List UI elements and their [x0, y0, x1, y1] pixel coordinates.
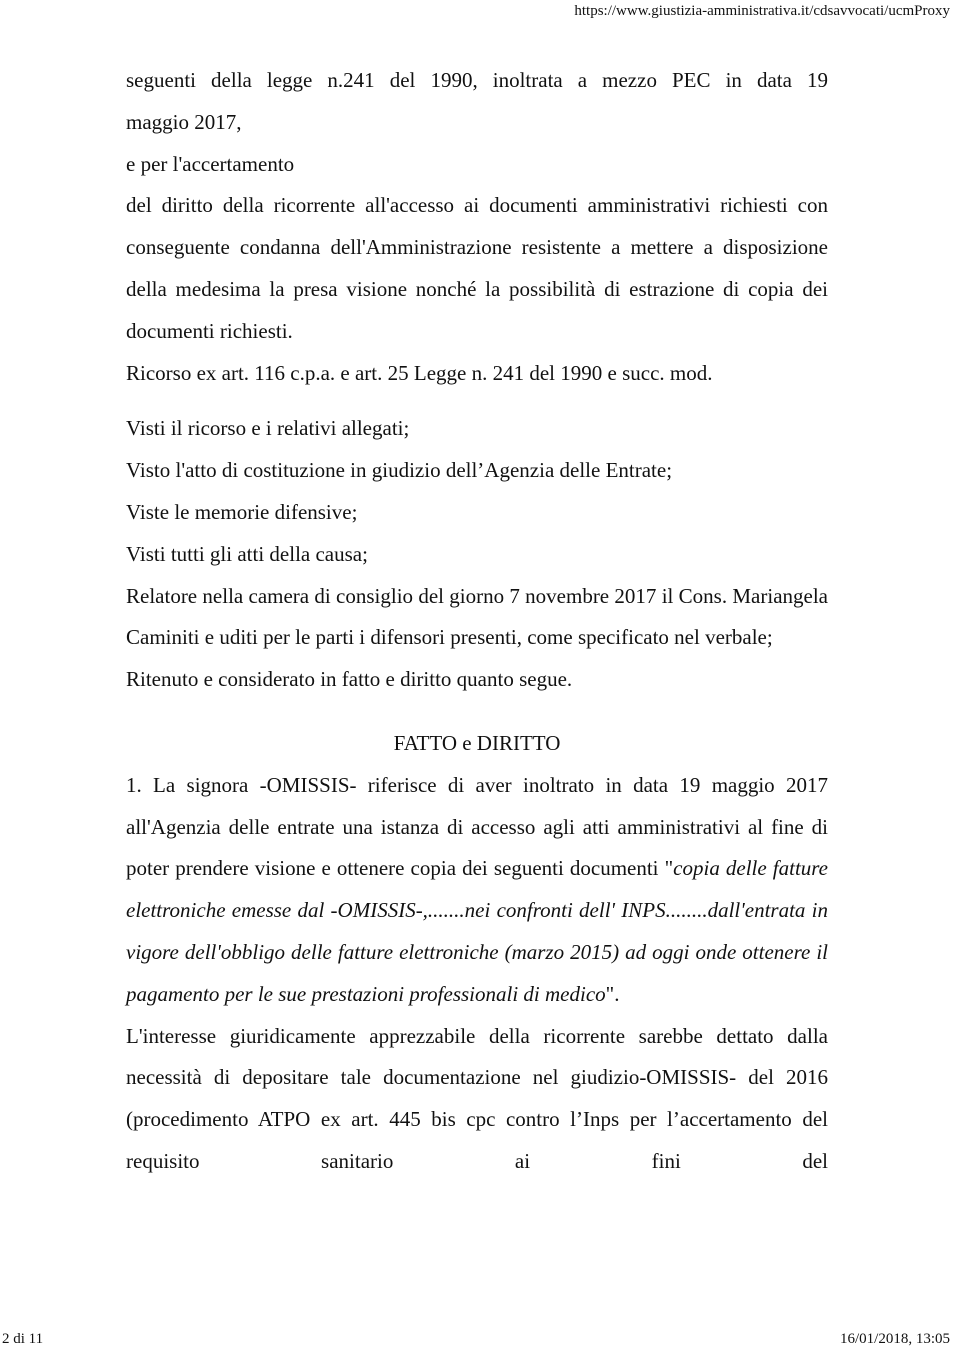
section-heading: FATTO e DIRITTO [393, 730, 561, 755]
visti-atti-line: Visti tutti gli atti della causa; [126, 541, 368, 566]
fatto-p1-quote: copia delle fatture elettroniche emesse dal -OMISSIS-,.......nei confronti dell' INPS........dall'entrata in vigore dell'obbligo delle fatture elettroniche (marzo 2015) ad oggi onde ottenere il pagamento per le sue prestazioni professionali di medico [126, 856, 828, 1006]
fatto-p1-start: 1. La signora -OMISSIS- riferisce di aver inoltrato in data 19 maggio 2017 all'Agenzia delle entrate una istanza di accesso agli atti amministrativi al fine di poter prendere visione e ottenere copia dei seguenti documenti " [126, 772, 828, 881]
ritenuto-line: Ritenuto e considerato in fatto e diritto quanto segue. [126, 667, 573, 692]
fatto-p1-end: ". [605, 981, 620, 1006]
header-url: https://www.giustizia-amministrativa.it/cdsavvocati/ucmProxy [574, 3, 950, 19]
print-datetime: 16/01/2018, 13:05 [839, 1331, 950, 1347]
relatore-paragraph: Relatore nella camera di consiglio del giorno 7 novembre 2017 il Cons. Mariangela Caminiti e uditi per le parti i difensori presenti, come specificato nel verbale; [126, 583, 828, 650]
intro-line-1: seguenti della legge n.241 del 1990, inoltrata a mezzo PEC in data 19 [126, 68, 828, 92]
ricorso-line: Ricorso ex art. 116 c.p.a. e art. 25 Legge n. 241 del 1990 e succ. mod. [126, 360, 713, 385]
fatto-paragraph-1 [126, 765, 828, 1016]
fatto-paragraph-2: L'interesse giuridicamente apprezzabile della ricorrente sarebbe dettato dalla necessità di depositare tale documentazione nel giudizio-OMISSIS- del 2016 (procedimento ATPO ex art. 445 bis cpc contro l’Inps per l’accertamento del requisito sanitario ai fini del [126, 1023, 828, 1173]
viste-memorie-line: Viste le memorie difensive; [126, 499, 358, 524]
visti-ricorso-line: Visti il ricorso e i relativi allegati; [126, 416, 410, 441]
intro-paragraph: del diritto della ricorrente all'accesso ai documenti amministrativi richiesti con conseguente condanna dell'Amministrazione resistente a mettere a disposizione della medesima la presa visione nonché la possibilità di estrazione di copia dei documenti richiesti. [126, 193, 828, 343]
intro-line-3: e per l'accertamento [126, 151, 295, 176]
page-number: 2 di 11 [2, 1331, 44, 1347]
document-body [126, 60, 828, 1183]
intro-line-2: maggio 2017, [126, 109, 242, 134]
visto-atto-line: Visto l'atto di costituzione in giudizio dell’Agenzia delle Entrate; [126, 458, 673, 483]
